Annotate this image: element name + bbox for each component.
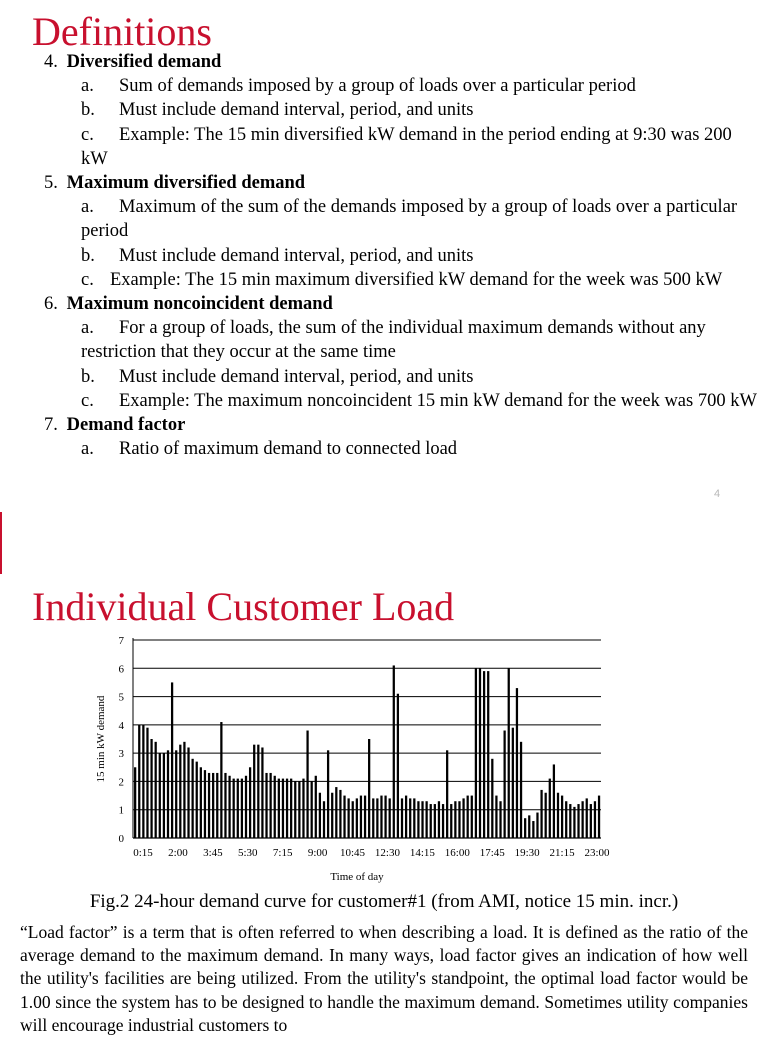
bar [278, 779, 280, 838]
bar [405, 796, 407, 838]
x-tick-label: 16:00 [444, 847, 470, 859]
bar [430, 804, 432, 838]
bar [557, 793, 559, 838]
bar [228, 776, 230, 838]
sub-item: c. Example: The 15 min maximum diversified kW demand for the week was 500 kW [81, 269, 723, 290]
y-tick-label: 3 [118, 748, 124, 761]
y-axis-label: 15 min kW demand [95, 695, 107, 783]
sub-item: a. For a group of loads, the sum of the individual maximum demands without any restriction that they occur at the same time [81, 318, 706, 363]
bar [360, 796, 362, 838]
definition-4: 4. Diversified demand [44, 52, 222, 72]
bar [150, 739, 152, 838]
bar [413, 798, 415, 838]
x-tick-label: 0:15 [133, 847, 153, 859]
figure-caption: Fig.2 24-hour demand curve for customer#1 (from AMI, notice 15 min. incr.) [89, 891, 679, 912]
sub-item: c. Example: The 15 min diversified kW demand in the period ending at 9:30 was 200 kW [81, 124, 732, 169]
page-number: 4 [714, 488, 721, 500]
bar [495, 796, 497, 838]
bar [380, 796, 382, 838]
bar [582, 801, 584, 838]
x-tick-label: 3:45 [203, 847, 223, 859]
bar [516, 688, 518, 838]
y-tick-label: 1 [118, 804, 124, 817]
y-tick-label: 7 [118, 635, 124, 647]
bar [183, 742, 185, 838]
x-tick-label: 12:30 [374, 847, 400, 859]
bar [311, 781, 313, 838]
bar [393, 665, 395, 838]
bar [224, 773, 226, 838]
bar [167, 750, 169, 838]
bar [364, 796, 366, 838]
bar [483, 671, 485, 838]
bar [417, 801, 419, 838]
bar [569, 804, 571, 838]
bar [196, 762, 198, 838]
bar [528, 815, 530, 838]
bar [389, 798, 391, 838]
bar [598, 796, 600, 838]
bar [471, 796, 473, 838]
bar [479, 668, 481, 838]
bar [454, 801, 456, 838]
bar [586, 798, 588, 838]
x-tick-label: 23:00 [584, 847, 610, 859]
definition-6: 6. Maximum noncoincident demand [44, 294, 333, 315]
bar [216, 773, 218, 838]
bar [339, 790, 341, 838]
bar [265, 773, 267, 838]
definition-7: 7. Demand factor [44, 415, 186, 436]
sub-item: b. Must include demand interval, period, and units [81, 366, 474, 387]
slide-title-definitions: Definitions [32, 9, 212, 54]
x-tick-label: 14:15 [409, 847, 435, 859]
bar [175, 750, 177, 838]
bar [590, 804, 592, 838]
bar [450, 804, 452, 838]
sub-item: b. Must include demand interval, period, and units [81, 245, 474, 266]
bar [487, 671, 489, 838]
bar [187, 747, 189, 838]
bar [409, 798, 411, 838]
bar [155, 742, 157, 838]
bar [343, 796, 345, 838]
bar [512, 728, 514, 838]
bar [331, 793, 333, 838]
bar [540, 790, 542, 838]
bar [561, 796, 563, 838]
bar [208, 773, 210, 838]
demand-bar-chart [88, 628, 618, 886]
bar [212, 773, 214, 838]
bar [294, 781, 296, 838]
term: Maximum diversified demand [66, 173, 306, 194]
bar [504, 731, 506, 838]
term: Demand factor [66, 415, 186, 436]
bar [237, 779, 239, 838]
bar [508, 668, 510, 838]
bar [462, 798, 464, 838]
bar [159, 753, 161, 838]
bar [163, 753, 165, 838]
bar [245, 776, 247, 838]
y-tick-label: 5 [118, 691, 124, 704]
bar [549, 779, 551, 838]
body-paragraph: “Load factor” is a term that is often referred to when describing a load. It is defined as the ratio of the average demand to the maximum demand. In many ways, load factor gives an indication of how well the utility's facilities are being utilized. From the utility's standpoint, the optimal load factor would be 1.00 since the system has to be designed to handle the maximum demand. Sometimes utility companies will encourage industrial customers to [20, 922, 748, 1035]
y-tick-label: 4 [118, 719, 124, 732]
bar [274, 776, 276, 838]
bar [356, 798, 358, 838]
bar [253, 745, 255, 838]
bar [302, 779, 304, 838]
bar [384, 796, 386, 838]
x-tick-label: 5:30 [237, 847, 258, 859]
bar [319, 793, 321, 838]
bar [458, 801, 460, 838]
bar [352, 801, 354, 838]
bar [146, 728, 148, 838]
bar [249, 767, 251, 838]
bar [171, 682, 173, 838]
y-tick-label: 6 [118, 663, 124, 676]
bar [577, 804, 579, 838]
bar [233, 779, 235, 838]
x-tick-label: 9:00 [307, 847, 328, 859]
bar [438, 801, 440, 838]
bar [257, 745, 259, 838]
bar [524, 818, 526, 838]
bar [421, 801, 423, 838]
bar [372, 798, 374, 838]
bar [573, 807, 575, 838]
bar [536, 813, 538, 838]
bar [446, 750, 448, 838]
sub-item: a. Maximum of the sum of the demands imposed by a group of loads over a particular period [81, 197, 738, 242]
bar [192, 759, 194, 838]
bar [282, 779, 284, 838]
x-axis-label: Time of day [330, 871, 384, 883]
bar [323, 801, 325, 838]
bar [241, 779, 243, 838]
bar [270, 773, 272, 838]
bar [315, 776, 317, 838]
bar [565, 801, 567, 838]
bar [327, 750, 329, 838]
sub-item: b. Must include demand interval, period, and units [81, 100, 474, 121]
bar [520, 742, 522, 838]
bar [261, 747, 263, 838]
bar [397, 694, 399, 838]
bar [545, 793, 547, 838]
bar [376, 798, 378, 838]
definitions-list [44, 50, 759, 461]
bar [442, 804, 444, 838]
x-tick-label: 19:30 [514, 847, 540, 859]
sub-item: c. Example: The maximum noncoincident 15 min kW demand for the week was 700 kW [81, 390, 757, 411]
x-tick-label: 17:45 [479, 847, 505, 859]
y-tick-label: 2 [118, 776, 124, 789]
definition-5: 5. Maximum diversified demand [44, 173, 306, 194]
bar [335, 787, 337, 838]
bar [475, 668, 477, 838]
bar [179, 745, 181, 838]
bar [532, 821, 534, 838]
x-tick-label: 7:15 [272, 847, 293, 859]
x-tick-label: 2:00 [168, 847, 188, 859]
bar [499, 801, 501, 838]
bar [553, 764, 555, 838]
x-tick-label: 21:15 [549, 847, 575, 859]
bar [491, 759, 493, 838]
bar [138, 725, 140, 838]
slide-divider-mark [0, 512, 2, 574]
x-tick-label: 10:45 [340, 847, 366, 859]
bar [401, 798, 403, 838]
bar [467, 796, 469, 838]
term: Diversified demand [66, 52, 222, 72]
bar [286, 779, 288, 838]
bar [204, 770, 206, 838]
bar [306, 731, 308, 838]
slide-title-customer-load: Individual Customer Load [32, 584, 455, 629]
bar [426, 801, 428, 838]
bar [298, 781, 300, 838]
bar [594, 801, 596, 838]
bar [200, 767, 202, 838]
sub-item: a. Sum of demands imposed by a group of loads over a particular period [81, 76, 636, 97]
bar [290, 779, 292, 838]
y-tick-label: 0 [118, 833, 124, 845]
bar [134, 767, 136, 838]
bar [434, 804, 436, 838]
sub-item: a. Ratio of maximum demand to connected load [81, 439, 458, 460]
term: Maximum noncoincident demand [66, 294, 333, 315]
bar [348, 798, 350, 838]
bar [368, 739, 370, 838]
bar [220, 722, 222, 838]
bar [142, 725, 144, 838]
